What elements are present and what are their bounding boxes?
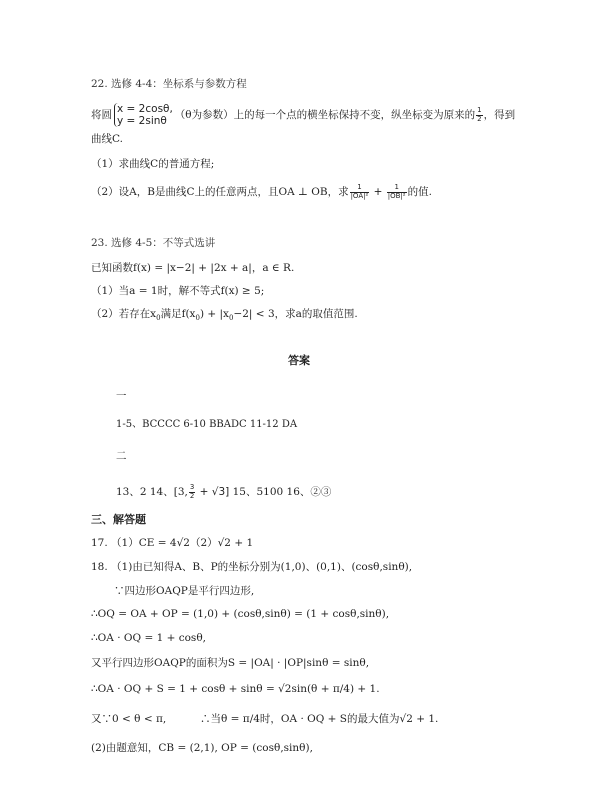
q22-statement-line1 xyxy=(91,103,515,127)
choice-answers: 1-5、BCCCC 6-10 BBADC 11-12 DA xyxy=(116,419,298,430)
q22-statement-line2: 曲线C. xyxy=(91,133,123,145)
q22-heading: 22. 选修 4-4：坐标系与参数方程 xyxy=(91,78,247,90)
answer-title: 答案 xyxy=(288,354,310,367)
answer-18-line5: 又平行四边形OAQP的面积为S = |OA| · |OP|sinθ = sinθ, xyxy=(91,657,370,669)
answer-18-line8: (2)由题意知，CB = (2,1), OP = (cosθ,sinθ), xyxy=(91,742,313,754)
answer-18-line4: ∴OA · OQ = 1 + cosθ, xyxy=(91,632,206,644)
fraction-1-over-ob: $\frac{1}{\text{|OB|²}}$ xyxy=(387,183,406,200)
q23-heading: 23. 选修 4-5：不等式选讲 xyxy=(91,237,216,249)
answer-18-line6: ∴OA · OQ + S = 1 + cosθ + sinθ = √2sin(θ + π/4) + 1. xyxy=(91,683,380,695)
section-two-marker: 二 xyxy=(116,450,127,462)
q22-text-prefix: 将圆 xyxy=(91,109,112,122)
fill-answers: 13、2 14、[3, $\frac{3}{2}$ + √3] 15、5100 16、②③ xyxy=(116,483,332,500)
system-eq-top: x = 2cosθ, xyxy=(117,103,173,115)
q22-text-middle: （θ为参数）上的每一个点的横坐标保持不变，纵坐标变为原来的 xyxy=(174,109,476,122)
fraction-three-halves: $\frac{3}{2}$ xyxy=(189,483,195,500)
system-eq-bottom: y = 2sinθ xyxy=(117,115,167,128)
section-one-marker: 一 xyxy=(116,390,127,402)
answer-18-line1: 18. （1)由已知得A、B、P的坐标分别为(1,0)、(0,1)、(cosθ,sinθ), xyxy=(91,561,413,573)
fraction-one-half: $\frac{1}{2}$ xyxy=(477,105,482,123)
q22-sub2: （2）设A，B是曲线C上的任意两点，且OA ⊥ OB，求 $\frac{1}{\text{|OA|²}}$ + $\frac{1}{\text{|OB|²}}$ 的值. xyxy=(91,183,432,200)
section-three-heading: 三、解答题 xyxy=(91,513,146,526)
answer-18-line3: ∴OQ = OA + OP = (1,0) + (cosθ,sinθ) = (1 + cosθ,sinθ), xyxy=(91,608,390,620)
parametric-system xyxy=(114,103,173,127)
q22-sub1: （1）求曲线C的普通方程; xyxy=(91,158,215,170)
answer-18-line7a: 又∵0 < θ < π, xyxy=(91,713,167,725)
answer-18-line2: ∵四边形OAQP是平行四边形, xyxy=(114,585,255,597)
answer-17: 17. （1）CE = 4√2（2）√2 + 1 xyxy=(91,537,254,549)
q23-sub1: （1）当a = 1时，解不等式f(x) ≥ 5; xyxy=(91,285,265,297)
answer-18-line7b: ∴当θ = π/4时，OA · OQ + S的最大值为√2 + 1. xyxy=(200,713,439,725)
q23-statement: 已知函数f(x) = |x−2| + |2x + a|，a ∈ R. xyxy=(91,262,295,274)
q23-sub2: （2）若存在$x_0$满足$f(x_0) + |x_0-2| < 3$，求a的取值范围. xyxy=(91,308,358,323)
fraction-1-over-oa: $\frac{1}{\text{|OA|²}}$ xyxy=(350,183,369,200)
q22-text-suffix: ，得到 xyxy=(483,109,516,122)
